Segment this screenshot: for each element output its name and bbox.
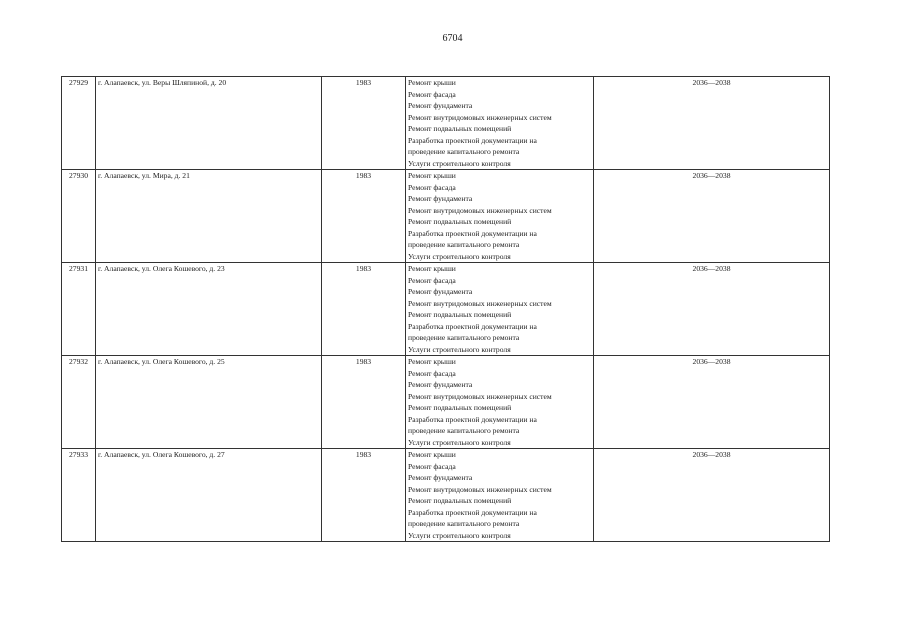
row-address-text: г. Алапаевск, ул. Олега Кошевого, д. 27 [98, 450, 225, 459]
work-item: Ремонт внутридомовых инженерных систем [408, 112, 552, 122]
table-row [62, 356, 830, 449]
work-item: Ремонт подвальных помещений [408, 496, 512, 505]
work-item: Ремонт фасада [408, 182, 456, 192]
work-item: проведение капитального ремонта [408, 519, 520, 528]
row-year [322, 449, 406, 542]
work-item: Ремонт подвальных помещений [408, 124, 512, 133]
row-period [594, 356, 830, 449]
row-address [96, 449, 322, 542]
row-works-list [406, 356, 594, 449]
row-period [594, 449, 830, 542]
row-number [62, 77, 96, 170]
row-year-text: 1983 [355, 78, 372, 87]
row-period [594, 263, 830, 356]
work-item: Ремонт подвальных помещений [408, 310, 512, 319]
work-item: Ремонт фасада [408, 461, 456, 471]
work-item: проведение капитального ремонта [408, 240, 520, 249]
row-period-text: 2036—2038 [692, 357, 731, 366]
row-address-text: г. Алапаевск, ул. Веры Шляпиной, д. 20 [98, 78, 227, 87]
row-number-text: 27932 [69, 357, 88, 366]
row-year [322, 170, 406, 263]
row-address-text: г. Алапаевск, ул. Мира, д. 21 [98, 171, 190, 180]
row-period-text: 2036—2038 [692, 264, 731, 273]
row-address [96, 77, 322, 170]
row-address-text: г. Алапаевск, ул. Олега Кошевого, д. 23 [98, 264, 225, 273]
work-item: Ремонт внутридомовых инженерных систем [408, 205, 552, 215]
row-number-text: 27930 [69, 171, 88, 180]
work-item: Ремонт крыши [408, 78, 456, 87]
work-item: Разработка проектной документации на [408, 135, 537, 145]
work-item: Услуги строительного контроля [408, 158, 511, 168]
row-number [62, 356, 96, 449]
work-item: Ремонт фундамента [408, 473, 473, 482]
row-works-list [406, 170, 594, 263]
row-number [62, 263, 96, 356]
row-year-text: 1983 [355, 357, 372, 366]
work-item: Ремонт фасада [408, 368, 456, 378]
work-item: Ремонт подвальных помещений [408, 403, 512, 412]
work-item: Разработка проектной документации на [408, 228, 537, 238]
work-item: Ремонт внутридомовых инженерных систем [408, 391, 552, 401]
row-works-list [406, 77, 594, 170]
work-item: Ремонт крыши [408, 171, 456, 180]
work-item: Ремонт фундамента [408, 380, 473, 389]
row-works-list [406, 263, 594, 356]
work-item: Разработка проектной документации на [408, 414, 537, 424]
work-item: Ремонт внутридомовых инженерных систем [408, 298, 552, 308]
work-item: Ремонт фасада [408, 89, 456, 99]
row-year [322, 356, 406, 449]
table-row [62, 170, 830, 263]
row-address [96, 356, 322, 449]
work-item: Ремонт крыши [408, 264, 456, 273]
row-address [96, 263, 322, 356]
work-item: Разработка проектной документации на [408, 507, 537, 517]
row-number-text: 27931 [69, 264, 88, 273]
row-period [594, 77, 830, 170]
work-item: Ремонт подвальных помещений [408, 217, 512, 226]
work-item: Ремонт фундамента [408, 287, 473, 296]
page-number: 6704 [442, 33, 463, 44]
work-item: проведение капитального ремонта [408, 426, 520, 435]
work-item: Ремонт крыши [408, 357, 456, 366]
row-number-text: 27929 [69, 78, 88, 87]
table-row [62, 449, 830, 542]
work-item: Ремонт фундамента [408, 101, 473, 110]
work-item: проведение капитального ремонта [408, 147, 520, 156]
row-year-text: 1983 [355, 450, 372, 459]
row-year-text: 1983 [355, 171, 372, 180]
work-item: Услуги строительного контроля [408, 251, 511, 261]
work-item: Услуги строительного контроля [408, 344, 511, 354]
row-year [322, 263, 406, 356]
work-item: Ремонт фасада [408, 275, 456, 285]
table-row [62, 263, 830, 356]
row-period-text: 2036—2038 [692, 171, 731, 180]
work-item: Разработка проектной документации на [408, 321, 537, 331]
work-item: Услуги строительного контроля [408, 530, 511, 540]
work-item: Ремонт фундамента [408, 194, 473, 203]
row-number [62, 449, 96, 542]
work-item: проведение капитального ремонта [408, 333, 520, 342]
row-year [322, 77, 406, 170]
row-period-text: 2036—2038 [692, 78, 731, 87]
row-address-text: г. Алапаевск, ул. Олега Кошевого, д. 25 [98, 357, 225, 366]
work-item: Услуги строительного контроля [408, 437, 511, 447]
row-period-text: 2036—2038 [692, 450, 731, 459]
work-item: Ремонт крыши [408, 450, 456, 459]
table-row [62, 77, 830, 170]
row-period [594, 170, 830, 263]
row-works-list [406, 449, 594, 542]
work-item: Ремонт внутридомовых инженерных систем [408, 484, 552, 494]
row-number [62, 170, 96, 263]
row-address [96, 170, 322, 263]
row-number-text: 27933 [69, 450, 88, 459]
table-body [62, 77, 830, 542]
row-year-text: 1983 [355, 264, 372, 273]
capital-repair-table [61, 76, 830, 542]
